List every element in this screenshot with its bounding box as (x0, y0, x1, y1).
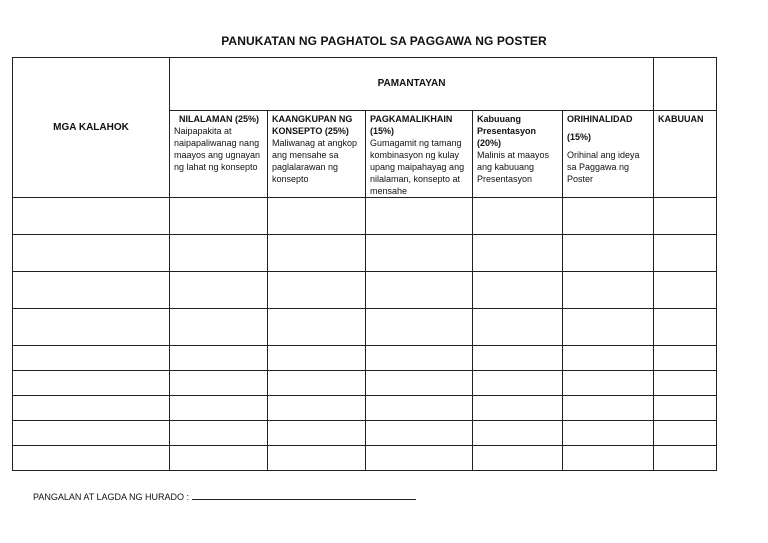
score-cell[interactable] (170, 446, 268, 471)
score-cell[interactable] (654, 396, 717, 421)
score-cell[interactable] (654, 235, 717, 272)
score-cell[interactable] (170, 396, 268, 421)
criterion-description: Naipapakita at naipapaliwanag nang maayos ang ugnayan ng lahat ng konsepto (174, 126, 261, 172)
participant-cell[interactable] (13, 396, 170, 421)
score-cell[interactable] (654, 272, 717, 309)
score-cell[interactable] (366, 309, 473, 346)
participant-cell[interactable] (13, 272, 170, 309)
score-cell[interactable] (563, 198, 654, 235)
criterion-orihinalidad (563, 111, 654, 198)
score-cell[interactable] (473, 446, 563, 471)
score-cell[interactable] (473, 396, 563, 421)
judge-signature-line (33, 491, 416, 502)
score-cell[interactable] (170, 421, 268, 446)
score-cell[interactable] (654, 421, 717, 446)
header-row-1 (13, 58, 717, 111)
criterion-nilalaman (170, 111, 268, 198)
criterion-description: Orihinal ang ideya sa Paggawa ng Poster (567, 150, 640, 184)
table-row (13, 346, 717, 371)
score-cell[interactable] (563, 272, 654, 309)
criterion-percent: (15%) (567, 132, 592, 142)
score-cell[interactable] (366, 346, 473, 371)
criteria-group-blank-cell (654, 58, 717, 111)
score-cell[interactable] (366, 446, 473, 471)
table-row (13, 446, 717, 471)
score-cell[interactable] (366, 371, 473, 396)
score-cell[interactable] (473, 371, 563, 396)
score-cell[interactable] (170, 309, 268, 346)
table-row (13, 198, 717, 235)
score-cell[interactable] (170, 235, 268, 272)
document-title: PANUKATAN NG PAGHATOL SA PAGGAWA NG POSTER (221, 34, 547, 48)
score-cell[interactable] (473, 272, 563, 309)
criterion-description: Gumagamit ng tamang kombinasyon ng kulay upang maipahayag ang nilalaman, konsepto at mensahe (370, 138, 465, 196)
signature-blank[interactable] (192, 491, 416, 500)
criterion-name: KABUUAN (658, 114, 704, 124)
score-cell[interactable] (268, 309, 366, 346)
score-cell[interactable] (654, 371, 717, 396)
score-cell[interactable] (473, 421, 563, 446)
criterion-name: Kabuuang Presentasyon (20%) (477, 114, 537, 148)
table-row (13, 235, 717, 272)
criterion-name: ORIHINALIDAD (567, 114, 633, 124)
score-cell[interactable] (268, 198, 366, 235)
score-cell[interactable] (563, 371, 654, 396)
table-row (13, 396, 717, 421)
score-cell[interactable] (366, 421, 473, 446)
participant-cell[interactable] (13, 421, 170, 446)
score-cell[interactable] (170, 198, 268, 235)
score-cell[interactable] (268, 446, 366, 471)
score-cell[interactable] (563, 235, 654, 272)
score-cell[interactable] (563, 446, 654, 471)
criterion-name: KAANGKUPAN NG KONSEPTO (25%) (272, 114, 353, 136)
criterion-name: PAGKAMALIKHAIN (15%) (370, 114, 453, 136)
criterion-kabuuang-presentasyon (473, 111, 563, 198)
participant-cell[interactable] (13, 446, 170, 471)
score-cell[interactable] (170, 371, 268, 396)
rubric-table (12, 57, 717, 471)
score-rows (13, 198, 717, 471)
criterion-kabuuan (654, 111, 717, 198)
participant-cell[interactable] (13, 309, 170, 346)
score-cell[interactable] (366, 198, 473, 235)
score-cell[interactable] (654, 446, 717, 471)
score-cell[interactable] (563, 396, 654, 421)
participant-cell[interactable] (13, 346, 170, 371)
table-row (13, 371, 717, 396)
criterion-name: NILALAMAN (25%) (179, 114, 259, 124)
score-cell[interactable] (170, 346, 268, 371)
judge-signature-label: PANGALAN AT LAGDA NG HURADO : (33, 492, 190, 502)
score-cell[interactable] (654, 198, 717, 235)
score-cell[interactable] (268, 346, 366, 371)
participants-header: MGA KALAHOK (13, 58, 170, 198)
score-cell[interactable] (366, 396, 473, 421)
criterion-kaangkupan (268, 111, 366, 198)
criterion-pagkamalikhain (366, 111, 473, 198)
score-cell[interactable] (473, 198, 563, 235)
participant-cell[interactable] (13, 371, 170, 396)
score-cell[interactable] (268, 371, 366, 396)
score-cell[interactable] (473, 309, 563, 346)
table-row (13, 272, 717, 309)
score-cell[interactable] (473, 346, 563, 371)
score-cell[interactable] (366, 272, 473, 309)
score-cell[interactable] (268, 421, 366, 446)
score-cell[interactable] (366, 235, 473, 272)
score-cell[interactable] (473, 235, 563, 272)
score-cell[interactable] (563, 346, 654, 371)
score-cell[interactable] (563, 421, 654, 446)
criterion-description: Malinis at maayos ang kabuuang Presentasyon (477, 150, 550, 184)
score-cell[interactable] (654, 346, 717, 371)
participant-cell[interactable] (13, 235, 170, 272)
participant-cell[interactable] (13, 198, 170, 235)
criteria-group-header: PAMANTAYAN (170, 58, 654, 111)
score-cell[interactable] (654, 309, 717, 346)
score-cell[interactable] (268, 272, 366, 309)
score-cell[interactable] (563, 309, 654, 346)
score-cell[interactable] (268, 396, 366, 421)
score-cell[interactable] (170, 272, 268, 309)
criterion-description: Maliwanag at angkop ang mensahe sa paglalarawan ng konsepto (272, 138, 358, 184)
table-row (13, 421, 717, 446)
table-row (13, 309, 717, 346)
score-cell[interactable] (268, 235, 366, 272)
